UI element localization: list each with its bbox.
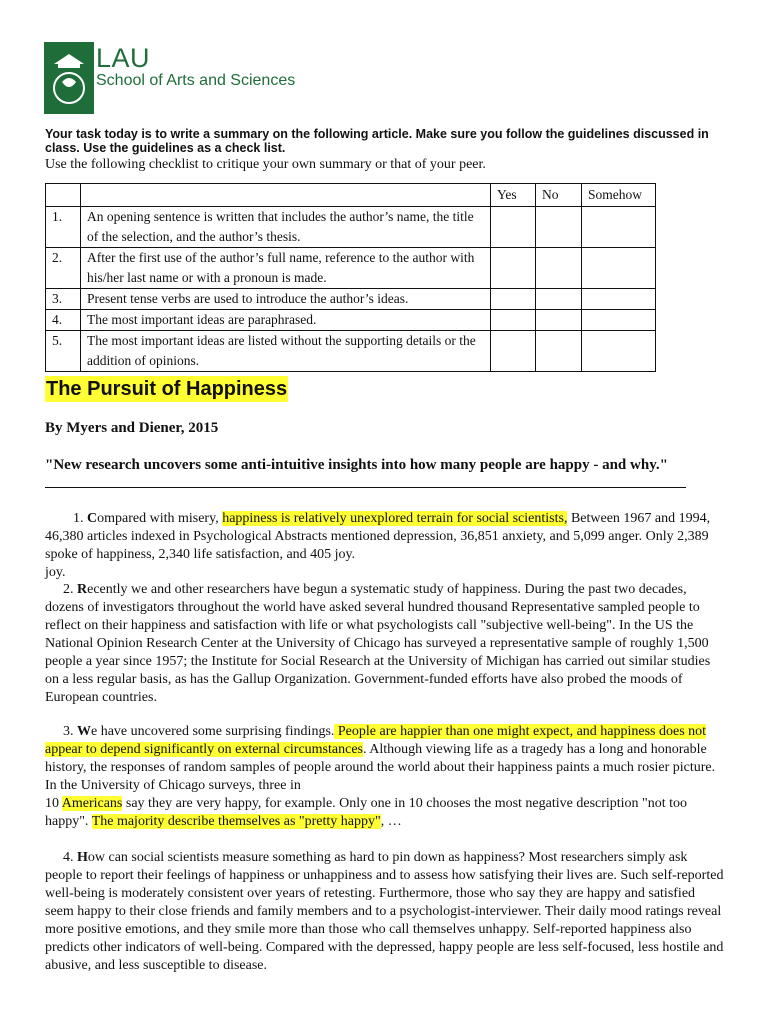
header-criterion: [81, 184, 491, 207]
drop-letter: R: [77, 582, 88, 597]
yes-cell[interactable]: [491, 207, 536, 248]
logo-school: School of Arts and Sciences: [96, 72, 296, 89]
paragraph-number: 2.: [63, 582, 77, 597]
paragraph-text: ompared with misery,: [97, 511, 223, 526]
header-num: [46, 184, 81, 207]
yes-cell[interactable]: [491, 331, 536, 372]
somehow-cell[interactable]: [582, 310, 656, 331]
table-row: [46, 331, 656, 372]
no-cell[interactable]: [536, 207, 582, 248]
paragraph-text: . Although viewing life as a tragedy has a long and honorable history, the responses of random samples of people around the world about their happiness paints a much rosier picture. In the University of Chicago surveys, three in: [45, 742, 716, 793]
row-number: 1.: [46, 207, 81, 248]
header-no: No: [536, 184, 582, 207]
somehow-cell[interactable]: [582, 331, 656, 372]
paragraph-1: [45, 510, 725, 564]
row-criterion: The most important ideas are listed without the supporting details or the addition of opinions.: [81, 331, 491, 372]
header-somehow: Somehow: [582, 184, 656, 207]
paragraph-3: [45, 723, 725, 831]
yes-cell[interactable]: [491, 289, 536, 310]
somehow-cell[interactable]: [582, 207, 656, 248]
stray-line: joy.: [45, 565, 66, 580]
drop-letter: W: [77, 724, 91, 739]
paragraph-text: e have uncovered some surprising findings.: [91, 724, 335, 739]
highlighted-text: happiness is relatively unexplored terrain for social scientists,: [222, 511, 568, 526]
paragraph-number: 3.: [63, 724, 77, 739]
row-criterion: After the first use of the author’s full name, reference to the author with his/her last name or with a pronoun is made.: [81, 248, 491, 289]
drop-letter: H: [77, 850, 88, 865]
yes-cell[interactable]: [491, 310, 536, 331]
no-cell[interactable]: [536, 248, 582, 289]
table-row: [46, 310, 656, 331]
row-number: 4.: [46, 310, 81, 331]
somehow-cell[interactable]: [582, 289, 656, 310]
row-criterion: An opening sentence is written that includes the author’s name, the title of the selection, and the author’s thesis.: [81, 207, 491, 248]
highlighted-text: Americans: [61, 796, 123, 811]
header-yes: Yes: [491, 184, 536, 207]
paragraph-text: , …: [380, 814, 402, 829]
paragraph-number: 4.: [63, 850, 77, 865]
checklist-table: [45, 183, 656, 372]
paragraph-number: 1.: [73, 511, 87, 526]
logo-text: [96, 44, 295, 90]
no-cell[interactable]: [536, 310, 582, 331]
row-criterion: The most important ideas are paraphrased.: [81, 310, 491, 331]
paragraph-text: ecently we and other researchers have begun a systematic study of happiness. During the past two decades, dozens of investigators throughout the world have asked several hundred thousand Representative sampled people to reflect on their happiness and satisfaction with life or what psychologists call "subjective well-being". In the US the National Opinion Research Center at the University of Chicago has surveyed a representative sample of roughly 1,500 people a year since 1957; the Institute for Social Research at the University of Michigan has carried out similar studies on a less regular basis, as has the Gallup Organization. Government-funded efforts have also probed the moods of European countries.: [45, 582, 711, 705]
paragraph-4: [45, 849, 725, 975]
row-number: 2.: [46, 248, 81, 289]
task-instructions: Your task today is to write a summary on the following article. Make sure you follow the guidelines discussed in class. Use the guidelines as a check list.: [45, 127, 709, 155]
table-row: [46, 207, 656, 248]
logo-name: LAU: [96, 43, 151, 73]
row-number: 5.: [46, 331, 81, 372]
paragraph-text: ow can social scientists measure something as hard to pin down as happiness? Most researchers simply ask people to report their feelings of happiness or unhappiness and to assess how satisfying their lives are. Such self-reported well-being is moderately consistent over years of retesting. Furthermore, those who say they are happy and satisfied seem happy to their close friends and family members and to a psychologist-interviewer. Their daily mood ratings reveal more positive emotions, and they smile more than those who call themselves unhappy. Self-reported happiness also predicts other indicators of well-being. Compared with the depressed, happy people are less self-focused, less hostile and abusive, and less susceptible to disease.: [45, 850, 724, 973]
article-title: The Pursuit of Happiness: [46, 378, 288, 400]
highlighted-text: People are happier than one might expect, and happiness does not appear to depend significantly on external circumstances: [45, 724, 707, 757]
somehow-cell[interactable]: [582, 248, 656, 289]
no-cell[interactable]: [536, 331, 582, 372]
table-row: [46, 289, 656, 310]
paragraph-text: Between 1967 and 1994, 46,380 articles indexed in Psychological Abstracts mentioned depression, 36,851 anxiety, and 5,099 anger. Only 2,389 spoke of happiness, 2,340 life satisfaction, and 405 joy.: [45, 511, 711, 562]
paragraph-text: 10: [45, 796, 62, 811]
no-cell[interactable]: [536, 289, 582, 310]
article-subtitle: "New research uncovers some anti-intuitive insights into how many people are happy - and why.": [45, 457, 668, 473]
row-criterion: Present tense verbs are used to introduce the author’s ideas.: [81, 289, 491, 310]
paragraph-text: say they are very happy, for example. Only one in 10 chooses the most negative description "not too happy".: [45, 796, 688, 829]
article-byline: By Myers and Diener, 2015: [45, 420, 219, 436]
table-row: [46, 248, 656, 289]
checklist-intro: Use the following checklist to critique your own summary or that of your peer.: [45, 157, 486, 172]
row-number: 3.: [46, 289, 81, 310]
divider-line: [45, 487, 686, 488]
table-header-row: [46, 184, 656, 207]
paragraph-2: [45, 581, 725, 707]
yes-cell[interactable]: [491, 248, 536, 289]
drop-letter: C: [87, 511, 98, 526]
highlighted-text: The majority describe themselves as "pretty happy": [91, 814, 381, 829]
